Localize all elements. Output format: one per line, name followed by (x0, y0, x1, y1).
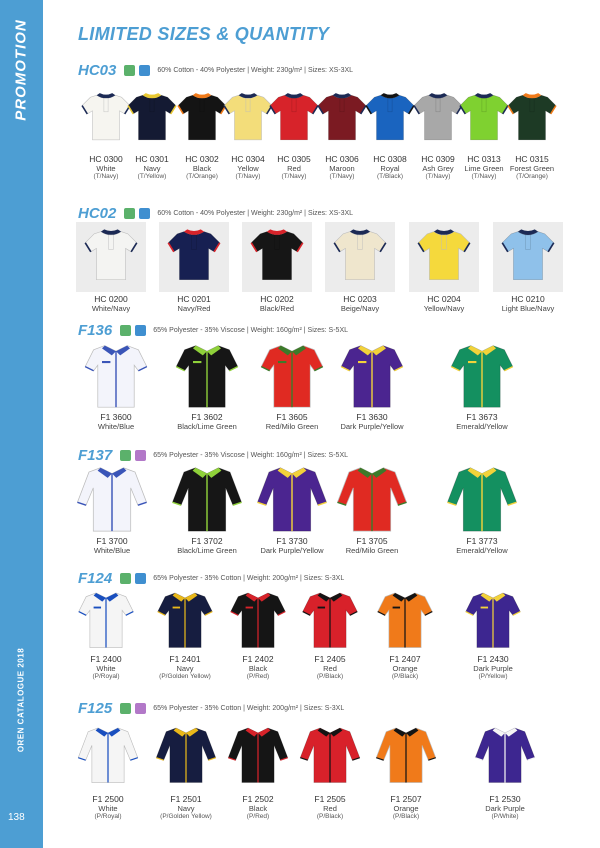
product-trim: (T/Orange) (516, 173, 548, 180)
product-photo (470, 716, 540, 792)
shirt-image (474, 716, 536, 792)
fabric-feature-icon (120, 325, 131, 336)
product-color: Black/Lime Green (177, 422, 237, 431)
product-color: Red (323, 664, 337, 673)
product-color: Black (248, 804, 268, 813)
product-trim: (T/Yellow) (137, 173, 167, 180)
product-photo (163, 462, 251, 534)
product-item[interactable] (72, 222, 150, 313)
product-color: Lime Green (464, 164, 504, 173)
product-trim: (P/Red) (246, 813, 270, 820)
product-trim: (P/Golden Yellow) (159, 673, 211, 680)
product-color: Maroon (329, 164, 355, 173)
product-item[interactable] (163, 462, 251, 555)
section-code: HC03 (78, 61, 117, 79)
product-color: Red (287, 164, 301, 173)
product-item[interactable] (438, 462, 526, 555)
product-item[interactable] (458, 586, 528, 681)
product-trim: (P/Black) (316, 673, 344, 680)
product-item[interactable] (321, 222, 399, 313)
polo-shirt-image (249, 222, 305, 286)
product-code: HC 0302 (185, 154, 219, 164)
section-header-hc02 (78, 205, 353, 221)
product-color: Navy (177, 804, 195, 813)
product-photo (439, 340, 525, 410)
fabric-feature-icon (120, 450, 131, 461)
product-color: Dark Purple (485, 804, 525, 813)
product-item[interactable] (249, 340, 335, 431)
page-title: LIMITED SIZES & QUANTITY (78, 24, 330, 44)
product-photo (371, 716, 441, 792)
shirt-image (77, 716, 139, 792)
shirt-image (154, 586, 216, 652)
fabric-spec: 60% Cotton - 40% Polyester | Weight: 230g/m² | Sizes: XS-3XL (157, 209, 354, 217)
product-color: Navy (143, 164, 161, 173)
polo-shirt-image (506, 80, 558, 152)
product-item[interactable] (71, 586, 141, 681)
fabric-feature-icon (124, 208, 135, 219)
product-code: HC 0203 (343, 294, 377, 304)
product-color: Dark Purple (473, 664, 513, 673)
fabric-feature-icon (139, 65, 150, 76)
shirt-image (462, 586, 524, 652)
section-code: HC02 (78, 204, 117, 222)
product-code: F1 2401 (169, 654, 201, 664)
product-photo (151, 716, 221, 792)
product-item[interactable] (223, 586, 293, 681)
product-trim: (P/White) (491, 813, 519, 820)
shirt-image (442, 462, 522, 534)
fabric-spec: 65% Polyester - 35% Viscose | Weight: 160g/m² | Sizes: S-5XL (153, 451, 349, 459)
shirt-image (253, 340, 331, 410)
product-photo (223, 586, 293, 652)
fabric-spec: 65% Polyester - 35% Cotton | Weight: 200g/m² | Sizes: S-3XL (153, 574, 345, 582)
polo-shirt-image (126, 80, 178, 152)
product-code: F1 2407 (389, 654, 421, 664)
shirt-image (227, 716, 289, 792)
product-trim: (P/Golden Yellow) (160, 813, 212, 820)
section-header-f124 (78, 570, 344, 586)
product-item[interactable] (155, 222, 233, 313)
product-item[interactable] (502, 80, 562, 181)
fabric-feature-icon (124, 65, 135, 76)
product-code: F1 2507 (390, 794, 422, 804)
product-photo (68, 462, 156, 534)
product-code: F1 3730 (276, 536, 308, 546)
product-trim: (T/Orange) (186, 173, 218, 180)
product-photo (76, 222, 146, 292)
product-item[interactable] (489, 222, 567, 313)
product-code: HC 0313 (467, 154, 501, 164)
product-color: White/Blue (97, 422, 135, 431)
fabric-spec: 65% Polyester - 35% Cotton | Weight: 200g/m² | Sizes: S-3XL (153, 704, 345, 712)
product-code: F1 3773 (466, 536, 498, 546)
shirt-image (299, 716, 361, 792)
product-color: Yellow (237, 164, 259, 173)
sidebar (0, 0, 43, 848)
product-code: F1 2400 (90, 654, 122, 664)
fabric-feature-icon (135, 703, 146, 714)
product-color: Black (248, 664, 268, 673)
product-code: HC 0204 (427, 294, 461, 304)
product-trim: (T/Navy) (281, 173, 307, 180)
product-color: White/Navy (91, 304, 131, 313)
product-trim: (T/Navy) (329, 173, 355, 180)
shirt-image (375, 716, 437, 792)
product-item[interactable] (405, 222, 483, 313)
product-color: Orange (393, 804, 419, 813)
product-trim: (T/Navy) (235, 173, 261, 180)
product-photo (159, 222, 229, 292)
product-color: Navy (176, 664, 194, 673)
product-item[interactable] (248, 462, 336, 555)
shirt-image (227, 586, 289, 652)
product-item[interactable] (295, 586, 365, 681)
product-code: F1 3630 (356, 412, 388, 422)
product-color: Light Blue/Navy (501, 304, 555, 313)
product-trim: (P/Black) (392, 813, 420, 820)
product-item[interactable] (73, 716, 143, 821)
section-header-hc03 (78, 62, 353, 78)
product-item[interactable] (328, 462, 416, 555)
product-color: Emerald/Yellow (456, 546, 508, 555)
product-color: Black/Lime Green (177, 546, 237, 555)
product-item[interactable] (68, 462, 156, 555)
product-item[interactable] (223, 716, 293, 821)
product-code: F1 3702 (191, 536, 223, 546)
product-trim: (P/Black) (316, 813, 344, 820)
product-item[interactable] (73, 340, 159, 431)
product-photo (328, 462, 416, 534)
product-photo (164, 340, 250, 410)
product-code: F1 2500 (92, 794, 124, 804)
product-photo (249, 340, 335, 410)
fabric-feature-icon (135, 573, 146, 584)
product-code: F1 3705 (356, 536, 388, 546)
product-code: F1 2430 (477, 654, 509, 664)
product-code: F1 2505 (314, 794, 346, 804)
product-photo (295, 716, 365, 792)
product-color: Black (192, 164, 212, 173)
shirt-image (299, 586, 361, 652)
shirt-image (333, 340, 411, 410)
product-trim: (P/Yellow) (478, 673, 508, 680)
product-photo (223, 716, 293, 792)
product-code: F1 3602 (191, 412, 223, 422)
product-code: HC 0306 (325, 154, 359, 164)
product-item[interactable] (164, 340, 250, 431)
product-color: White (96, 664, 116, 673)
product-photo (409, 222, 479, 292)
product-color: Orange (392, 664, 418, 673)
product-color: Beige/Navy (340, 304, 380, 313)
product-color: Navy/Red (177, 304, 211, 313)
shirt-image (168, 340, 246, 410)
product-photo (493, 222, 563, 292)
product-code: F1 2502 (242, 794, 274, 804)
product-code: HC 0301 (135, 154, 169, 164)
product-photo (242, 222, 312, 292)
product-color: White (98, 804, 118, 813)
polo-shirt-image (416, 222, 472, 286)
fabric-spec: 60% Cotton - 40% Polyester | Weight: 230g/m² | Sizes: XS-3XL (157, 66, 354, 74)
product-trim: (P/Royal) (94, 813, 122, 820)
product-color: Red/Milo Green (265, 422, 319, 431)
section-header-f137 (78, 447, 348, 463)
polo-shirt-image (332, 222, 388, 286)
product-color: Royal (380, 164, 400, 173)
polo-shirt-image (83, 222, 139, 286)
shirt-image (77, 340, 155, 410)
fabric-feature-icon (120, 703, 131, 714)
product-photo (458, 586, 528, 652)
product-item[interactable] (329, 340, 415, 431)
shirt-image (75, 586, 137, 652)
shirt-image (155, 716, 217, 792)
product-trim: (T/Navy) (425, 173, 451, 180)
product-color: Dark Purple/Yellow (260, 546, 324, 555)
fabric-feature-icon (135, 450, 146, 461)
fabric-feature-icon (120, 573, 131, 584)
product-photo (248, 462, 336, 534)
product-photo (73, 716, 143, 792)
fabric-feature-icon (139, 208, 150, 219)
product-item[interactable] (238, 222, 316, 313)
fabric-spec: 65% Polyester - 35% Viscose | Weight: 160g/m² | Sizes: S-5XL (153, 326, 349, 334)
product-item[interactable] (470, 716, 540, 821)
product-item[interactable] (151, 716, 221, 821)
product-code: HC 0308 (373, 154, 407, 164)
page-number: 138 (8, 812, 25, 823)
product-photo (325, 222, 395, 292)
product-trim: (P/Royal) (92, 673, 120, 680)
product-item[interactable] (295, 716, 365, 821)
product-item[interactable] (370, 586, 440, 681)
sidebar-catalogue-label: OREN CATALOGUE 2018 (16, 647, 26, 753)
section-header-f136 (78, 322, 348, 338)
shirt-image (332, 462, 412, 534)
product-color: Yellow/Navy (423, 304, 465, 313)
shirt-image (72, 462, 152, 534)
product-code: HC 0304 (231, 154, 265, 164)
product-code: F1 2530 (489, 794, 521, 804)
product-photo (502, 80, 562, 152)
product-color: Black/Red (259, 304, 295, 313)
product-code: HC 0309 (421, 154, 455, 164)
section-code: F124 (78, 569, 113, 587)
product-color: Red/Milo Green (345, 546, 399, 555)
product-trim: (T/Black) (377, 173, 403, 180)
product-photo (73, 340, 159, 410)
product-item[interactable] (439, 340, 525, 431)
product-item[interactable] (371, 716, 441, 821)
product-color: Red (323, 804, 337, 813)
product-color: White/Blue (93, 546, 131, 555)
product-color: Emerald/Yellow (456, 422, 508, 431)
product-code: HC 0210 (511, 294, 545, 304)
product-color: Forest Green (509, 164, 555, 173)
product-code: HC 0201 (177, 294, 211, 304)
product-code: F1 3605 (276, 412, 308, 422)
product-trim: (T/Navy) (471, 173, 497, 180)
product-photo (329, 340, 415, 410)
shirt-image (167, 462, 247, 534)
product-code: F1 2501 (170, 794, 202, 804)
fabric-feature-icon (135, 325, 146, 336)
product-code: F1 3673 (466, 412, 498, 422)
product-code: HC 0202 (260, 294, 294, 304)
product-code: HC 0200 (94, 294, 128, 304)
product-trim: (P/Black) (391, 673, 419, 680)
polo-shirt-image (500, 222, 556, 286)
shirt-image (443, 340, 521, 410)
section-code: F136 (78, 321, 113, 339)
product-trim: (P/Red) (246, 673, 270, 680)
polo-shirt-image (166, 222, 222, 286)
product-code: F1 2405 (314, 654, 346, 664)
product-photo (150, 586, 220, 652)
product-code: HC 0300 (89, 154, 123, 164)
product-color: Ash Grey (422, 164, 454, 173)
product-color: Dark Purple/Yellow (340, 422, 404, 431)
product-item[interactable] (150, 586, 220, 681)
product-trim: (T/Navy) (93, 173, 119, 180)
section-header-f125 (78, 700, 344, 716)
shirt-image (252, 462, 332, 534)
product-code: F1 2402 (242, 654, 274, 664)
product-code: F1 3600 (100, 412, 132, 422)
product-code: HC 0305 (277, 154, 311, 164)
product-code: F1 3700 (96, 536, 128, 546)
section-code: F125 (78, 699, 113, 717)
product-color: White (96, 164, 116, 173)
product-photo (438, 462, 526, 534)
product-photo (370, 586, 440, 652)
section-code: F137 (78, 446, 113, 464)
shirt-image (374, 586, 436, 652)
sidebar-promotion-label: PROMOTION (12, 19, 30, 121)
product-photo (71, 586, 141, 652)
product-code: HC 0315 (515, 154, 549, 164)
product-photo (295, 586, 365, 652)
